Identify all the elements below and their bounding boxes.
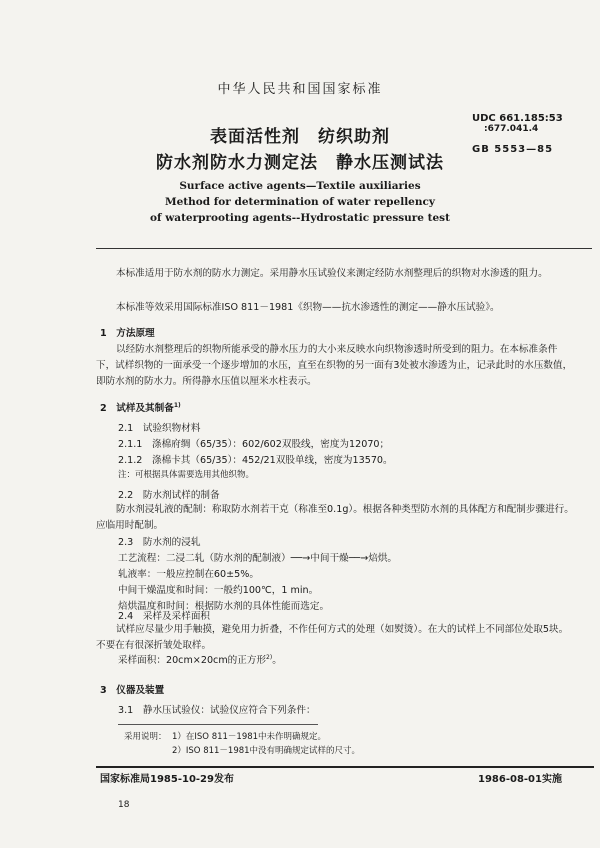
section2-1-1: 2.1.1 涤棉府绸（65/35）：602/602双股线，密度为12070； <box>118 439 390 450</box>
title-en-line3: of waterprooting agents--Hydrostatic pressure test <box>150 212 450 224</box>
title-en-line2: Method for determination of water repellency <box>164 196 435 208</box>
page-number: 18 <box>118 800 130 810</box>
sample-area-text: 采样面积：20cm×20cm的正方形 <box>118 655 267 666</box>
gb-number: GB 5553—85 <box>472 144 554 155</box>
footnote-2: 2）ISO 811－1981中没有明确规定试样的尺寸。 <box>172 746 361 756</box>
standard-name: 中华人民共和国国家标准 <box>217 82 383 97</box>
intro-paragraph: 本标准适用于防水剂的防水力测定。采用静水压试验仪来测定经防水剂整理后的织物对水渗透的阻力。 <box>116 268 548 279</box>
footer-rule <box>96 766 594 768</box>
title-en-line1: Surface active agents—Textile auxiliaries <box>179 180 421 192</box>
udc-code-cont: :677.041.4 <box>484 124 539 134</box>
section2-note: 注：可根据具体需要选用其他织物。 <box>118 470 255 480</box>
section2-2-body: 防水剂浸轧液的配制：称取防水剂若干克（称准至0.1g）。根据各种类型防水剂的具体配方和配制步骤进行。应临用时配制。 <box>96 504 574 531</box>
section2-3-pickup: 轧液率：一般应控制在60±5%。 <box>118 569 259 580</box>
intro-equivalence: 本标准等效采用国际标准ISO 811－1981《织物——抗水渗透性的测定——静水压试验》。 <box>116 302 500 313</box>
section2-3-heading: 2.3 防水剂的浸轧 <box>118 537 201 548</box>
footnote-label: 采用说明： <box>124 732 167 742</box>
section1-heading: 1 方法原理 <box>100 328 155 339</box>
udc-code: UDC 661.185:53 <box>472 113 563 124</box>
footnote-rule <box>118 724 318 725</box>
issue-date: 国家标准局1985-10-29发布 <box>100 774 234 785</box>
footnote-ref-1: 1) <box>173 401 181 409</box>
section2-3-drying: 中间干燥温度和时间：一般约100℃，1 min。 <box>118 585 319 596</box>
footnote-1: 1）在ISO 811－1981中未作明确规定。 <box>172 732 327 742</box>
section2-1-heading: 2.1 试验织物材料 <box>118 423 201 434</box>
footnote-ref-2: 2) <box>266 653 273 661</box>
section2-heading-text: 2 试样及其制备 <box>100 403 174 414</box>
effective-date: 1986-08-01实施 <box>478 774 562 785</box>
section2-1-2: 2.1.2 涤棉卡其（65/35）：452/21双股单线，密度为13570。 <box>118 455 393 466</box>
header-rule <box>96 248 592 249</box>
section2-3-process: 工艺流程：二浸二轧（防水剂的配制液）──→中间干燥──→焙烘。 <box>118 553 398 564</box>
section3-heading: 3 仪器及装置 <box>100 685 165 696</box>
section2-4-area <box>118 652 282 666</box>
section2-4-body: 试样应尽量少用手触摸，避免用力折叠，不作任何方式的处理（如熨烫）。在大的试样上不同部位处取5块。不要在有很深折皱处取样。 <box>96 624 569 651</box>
section2-3-curing: 焙烘温度和时间：根据防水剂的具体性能而选定。 <box>118 601 330 612</box>
section2-4-heading: 2.4 采样及采样面积 <box>118 611 211 622</box>
section3-1: 3.1 静水压试验仪：试验仪应符合下列条件： <box>118 705 316 716</box>
title-cn-line2: 防水剂防水力测定法 静水压测试法 <box>156 153 444 173</box>
title-cn-line1: 表面活性剂 纺织助剂 <box>210 127 390 147</box>
section2-heading <box>100 400 181 414</box>
section1-body: 以经防水剂整理后的织物所能承受的静水压力的大小来反映水向织物渗透时所受到的阻力。在本标准条件下，试样织物的一面承受一个逐步增加的水压，直至在织物的另一面有3处被水渗透为止，记录此时的水压数值，即防水剂的防水力。所得静水压值以厘米水柱表示。 <box>96 344 573 387</box>
sample-area-end: 。 <box>272 655 282 666</box>
section2-2-heading: 2.2 防水剂试样的制备 <box>118 490 220 501</box>
